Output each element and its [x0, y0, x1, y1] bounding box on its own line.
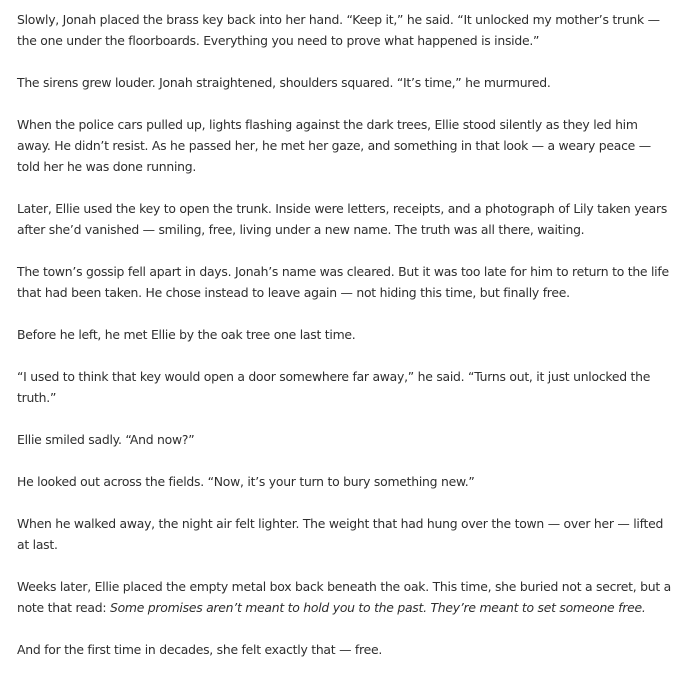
paragraph-5: The town’s gossip fell apart in days. Jonah’s name was cleared. But it was too late for him to return to the life that had been taken. He chose instead to leave again — not hiding this time, but finally free. — [17, 264, 669, 300]
paragraph-12: And for the first time in decades, she felt exactly that — free. — [17, 642, 383, 657]
note-quote: Some promises aren’t meant to hold you to the past. They’re meant to set someone free. — [109, 600, 646, 615]
paragraph-9: He looked out across the fields. “Now, it’s your turn to bury something new.” — [17, 474, 475, 489]
paragraph-8: Ellie smiled sadly. “And now?” — [17, 432, 195, 447]
paragraph-6: Before he left, he met Ellie by the oak tree one last time. — [17, 327, 356, 342]
story-text — [17, 9, 672, 681]
paragraph-11 — [17, 576, 672, 618]
paragraph-10: When he walked away, the night air felt lighter. The weight that had hung over the town — over her — lifted at last. — [17, 516, 664, 552]
paragraph-1: Slowly, Jonah placed the brass key back into her hand. “Keep it,” he said. “It unlocked my mother’s trunk — the one under the floorboards. Everything you need to prove what happened is inside.” — [17, 12, 660, 48]
paragraph-4: Later, Ellie used the key to open the trunk. Inside were letters, receipts, and a photograph of Lily taken years after she’d vanished — smiling, free, living under a new name. The truth was all there, waiting. — [17, 201, 668, 237]
paragraph-3: When the police cars pulled up, lights flashing against the dark trees, Ellie stood silently as they led him away. He didn’t resist. As he passed her, he met her gaze, and something in that look — a weary peace — told her he was done running. — [17, 117, 651, 174]
paragraph-2: The sirens grew louder. Jonah straightened, shoulders squared. “It’s time,” he murmured. — [17, 75, 551, 90]
paragraph-7: “I used to think that key would open a door somewhere far away,” he said. “Turns out, it just unlocked the truth.” — [17, 369, 651, 405]
paragraph-11-lead: Weeks later, Ellie placed the empty metal box back beneath the oak. This time, she buried not a secret, but a note that read: — [17, 579, 671, 615]
